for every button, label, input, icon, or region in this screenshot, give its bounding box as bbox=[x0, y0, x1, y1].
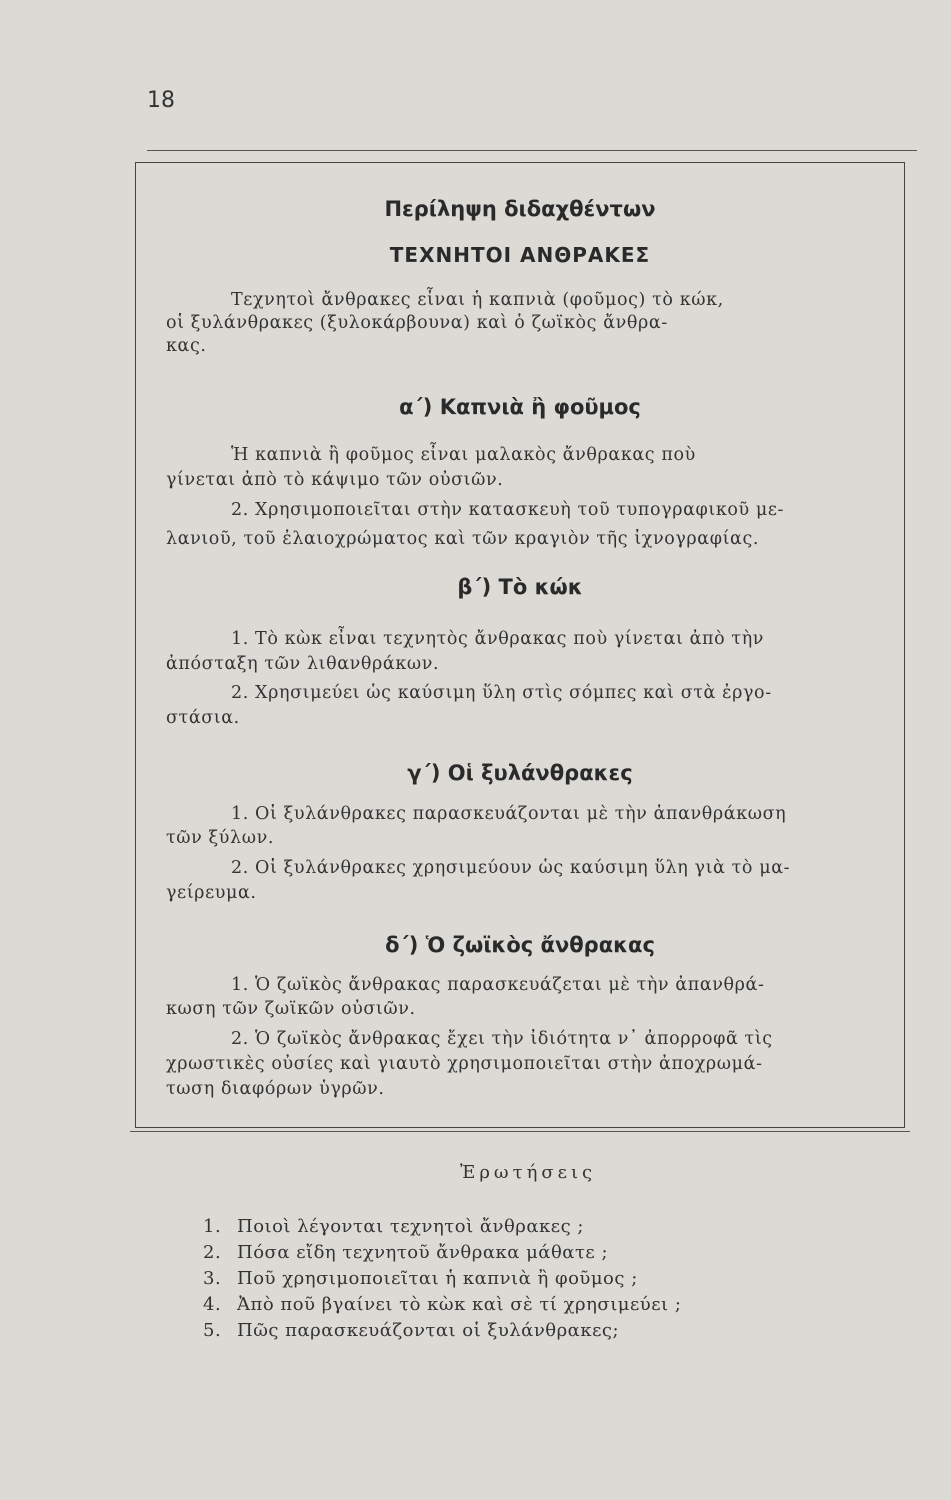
section-line: 1. Οἱ ξυλάνθρακες παρασκευάζονται μὲ τὴν ἀπανθράκωση bbox=[231, 804, 787, 824]
section-line: γείρευμα. bbox=[166, 883, 257, 903]
section-line: κωση τῶν ζωϊκῶν οὐσιῶν. bbox=[166, 999, 416, 1019]
summary-box bbox=[135, 162, 905, 1128]
page-number: 18 bbox=[147, 88, 175, 113]
section-line: 1. Ὁ ζωϊκὸς ἄνθρακας παρασκευάζεται μὲ τὴν ἀπανθρά- bbox=[231, 975, 765, 995]
section-line: 2. Χρησιμεύει ὡς καύσιμη ὕλη στὶς σόμπες καὶ στὰ ἐργο- bbox=[231, 683, 772, 703]
section-line: στάσια. bbox=[166, 708, 240, 728]
top-rule bbox=[147, 150, 917, 151]
section-line: λανιοῦ, τοῦ ἐλαιοχρώματος καὶ τῶν κραγιὸν τῆς ἰχνογραφίας. bbox=[166, 529, 760, 549]
summary-title: Περίληψη διδαχθέντων bbox=[384, 197, 656, 221]
intro-line: οἱ ξυλάνθρακες (ξυλοκάρβουνα) καὶ ὁ ζωϊκὸς ἄνθρα- bbox=[166, 313, 668, 333]
question-item: 1. Ποιοὶ λέγονται τεχνητοὶ ἄνθρακες ; bbox=[203, 1216, 584, 1237]
section-line: χρωστικὲς οὐσίες καὶ γιαυτὸ χρησιμοποιεῖται στὴν ἀποχρωμά- bbox=[166, 1054, 763, 1074]
section-line: 1. Τὸ κὼκ εἶναι τεχνητὸς ἄνθρακας ποὺ γίνεται ἀπὸ τὴν bbox=[231, 629, 765, 649]
section-line: 2. Χρησιμοποιεῖται στὴν κατασκευὴ τοῦ τυπογραφικοῦ με- bbox=[231, 500, 785, 520]
section-line: 2. Οἱ ξυλάνθρακες χρησιμεύουν ὡς καύσιμη ὕλη γιὰ τὸ μα- bbox=[231, 858, 791, 878]
section-line: τῶν ξύλων. bbox=[166, 828, 274, 848]
question-item: 4. Ἀπὸ ποῦ βγαίνει τὸ κὼκ καὶ σὲ τί χρησιμεύει ; bbox=[203, 1294, 682, 1315]
question-item: 5. Πῶς παρασκευάζονται οἱ ξυλάνθρακες; bbox=[203, 1320, 620, 1341]
section-line: τωση διαφόρων ὑγρῶν. bbox=[166, 1079, 385, 1099]
section-line: 2. Ὁ ζωϊκὸς ἄνθρακας ἔχει τὴν ἰδιότητα ν᾽ ἀπορροφᾶ τὶς bbox=[231, 1029, 773, 1049]
intro-line: Τεχνητοὶ ἄνθρακες εἶναι ἡ καπνιὰ (φοῦμος) τὸ κώκ, bbox=[231, 290, 724, 310]
question-item: 3. Ποῦ χρησιμοποιεῖται ἡ καπνιὰ ἢ φοῦμος ; bbox=[203, 1268, 638, 1289]
section-title-xylanthrakes: γ΄) Οἱ ξυλάνθρακες bbox=[407, 761, 633, 785]
section-title-kapnia: α΄) Καπνιὰ ἢ φοῦμος bbox=[399, 395, 641, 419]
section-title-kok: β΄) Τὸ κώκ bbox=[457, 575, 583, 599]
section-line: Ἡ καπνιὰ ἢ φοῦμος εἶναι μαλακὸς ἄνθρακας ποὺ bbox=[231, 445, 696, 465]
intro-line: κας. bbox=[166, 336, 207, 356]
section-line: γίνεται ἀπὸ τὸ κάψιμο τῶν οὐσιῶν. bbox=[166, 470, 504, 490]
questions-title: Ἐρωτήσεις bbox=[460, 1162, 597, 1183]
question-item: 2. Πόσα εἴδη τεχνητοῦ ἄνθρακα μάθατε ; bbox=[203, 1242, 609, 1263]
section-title-zoikos: δ΄) Ὁ ζωϊκὸς ἄνθρακας bbox=[385, 933, 655, 957]
box-bottom-rule bbox=[130, 1131, 910, 1132]
summary-subtitle: ΤΕΧΝΗΤΟΙ ΑΝΘΡΑΚΕΣ bbox=[389, 243, 651, 267]
section-line: ἀπόσταξη τῶν λιθανθράκων. bbox=[166, 654, 440, 674]
